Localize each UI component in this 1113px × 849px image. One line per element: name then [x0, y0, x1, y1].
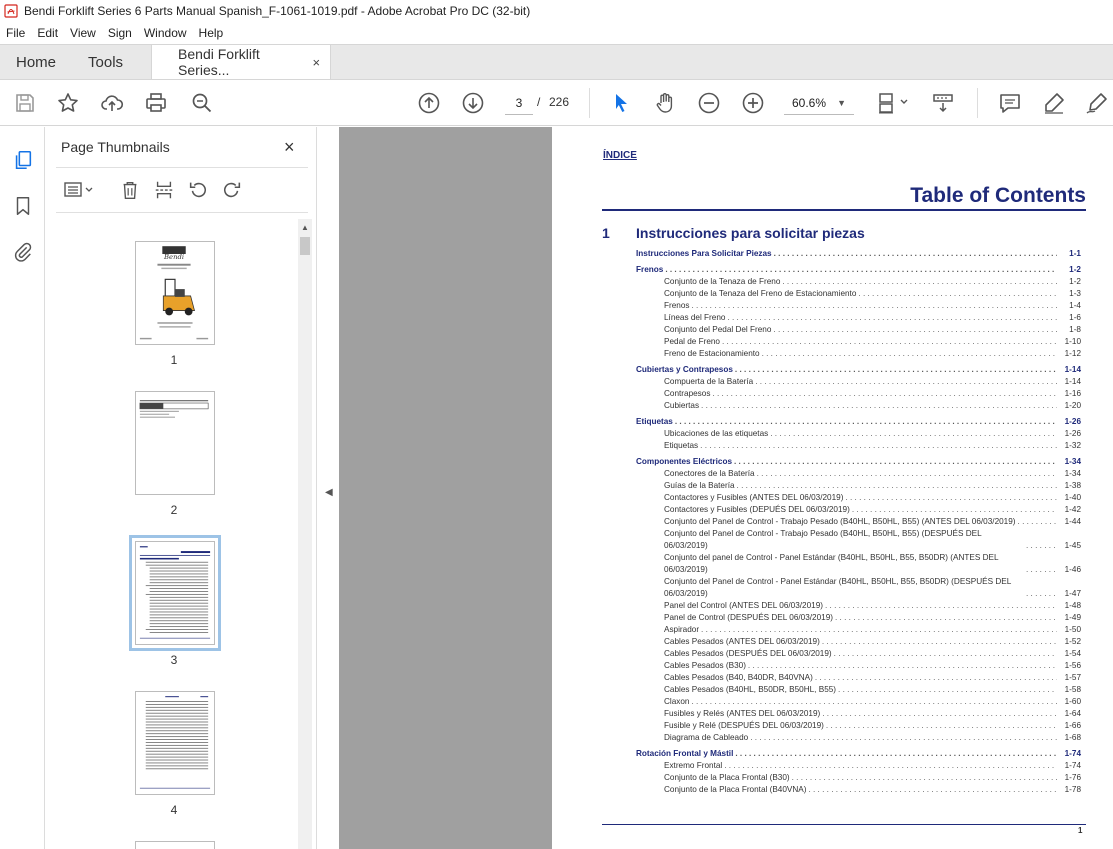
zoom-level-select[interactable]	[784, 91, 854, 115]
toc-leader-dots	[724, 760, 1057, 772]
toc-entry-page: 1-26	[1064, 417, 1081, 426]
toc-leader-dots	[835, 612, 1057, 624]
toc-entry[interactable]	[636, 300, 1081, 312]
fill-sign-icon[interactable]	[1084, 90, 1110, 116]
thumbnail-page-5[interactable]	[135, 841, 215, 849]
toc-leader-dots	[737, 480, 1057, 492]
toc-entry-page: 1-12	[1064, 349, 1081, 358]
toc-entry-label: Conjunto del Pedal Del Freno	[664, 325, 772, 334]
toc-entry-page: 1-20	[1064, 401, 1081, 410]
toc-entry-page: 1-76	[1064, 773, 1081, 782]
toc-leader-dots	[822, 636, 1057, 648]
attachments-paperclip-icon[interactable]	[10, 239, 36, 265]
toc-entry[interactable]	[636, 348, 1081, 360]
upload-cloud-icon[interactable]	[99, 90, 125, 116]
toc-entry-label: Cables Pesados (ANTES DEL 06/03/2019)	[664, 637, 820, 646]
toc-leader-dots	[838, 684, 1057, 696]
toc-leader-dots	[1026, 588, 1057, 600]
toc-entry-label: Conjunto del Panel de Control - Trabajo Pesado (B40HL, B50HL, B55) (ANTES DEL 06/03/2019)	[664, 517, 1016, 526]
toc-entry-label: Fusibles y Relés (ANTES DEL 06/03/2019)	[664, 709, 821, 718]
rotate-right-icon[interactable]	[220, 178, 244, 202]
toc-entry-page: 1-78	[1064, 785, 1081, 794]
toc-entry-label: Conjunto del Panel de Control - Trabajo Pesado (B40HL, B50HL, B55) (DESPUÉS DEL 06/03/2019)	[664, 529, 982, 550]
toc-group-entry[interactable]	[636, 456, 1081, 468]
index-link[interactable]: ÍNDICE	[603, 150, 637, 161]
thumbnail-page-3[interactable]	[135, 541, 215, 645]
toolbar-divider	[589, 88, 590, 118]
toc-entry-page: 1-57	[1064, 673, 1081, 682]
close-icon[interactable]: ×	[284, 137, 295, 157]
toc-entry-page: 1-60	[1064, 697, 1081, 706]
toc-leader-dots	[770, 428, 1057, 440]
toc-leader-dots	[691, 300, 1057, 312]
thumbnail-number-1: 1	[170, 353, 178, 367]
toc-leader-dots	[665, 264, 1057, 276]
hand-tool-icon[interactable]	[652, 90, 678, 116]
toc-entry-page: 1-74	[1064, 749, 1081, 758]
zoom-out-icon[interactable]	[696, 90, 722, 116]
toc-entry-page: 1-66	[1064, 721, 1081, 730]
toc-entry-label: Cables Pesados (B40, B40DR, B40VNA)	[664, 673, 813, 682]
toc-entry-label: Claxon	[664, 697, 690, 706]
toc-list	[636, 248, 1081, 796]
toc-leader-dots	[774, 248, 1057, 260]
toc-entry-label: Conjunto de la Tenaza de Freno	[664, 277, 781, 286]
toc-entry-page: 1-34	[1064, 469, 1081, 478]
toc-leader-dots	[700, 440, 1057, 452]
toc-entry[interactable]	[636, 516, 1081, 528]
window-titlebar	[0, 0, 1113, 22]
zoom-in-icon[interactable]	[740, 90, 766, 116]
cover-forklift-image	[136, 242, 214, 344]
toc-entry[interactable]	[636, 600, 1081, 612]
toc-entry-label: Contactores y Fusibles (DEPUÉS DEL 06/03/2019)	[664, 505, 850, 514]
toc-entry-page: 1-50	[1064, 625, 1081, 634]
section-title: Instrucciones para solicitar piezas	[636, 225, 865, 241]
toc-group-entry[interactable]	[636, 416, 1081, 428]
toc-leader-dots	[782, 276, 1057, 288]
toc-leader-dots	[735, 364, 1057, 376]
page-total: 226	[549, 95, 570, 109]
toc-entry[interactable]	[636, 696, 1081, 708]
toc-entry[interactable]	[636, 612, 1081, 624]
toc-entry-label: Conjunto del panel de Control - Panel Estándar (B40HL, B50HL, B55, B50DR) (ANTES DEL 06/03/2019)	[664, 553, 999, 574]
toc-leader-dots	[748, 660, 1057, 672]
toc-entry-label: Contrapesos	[664, 389, 711, 398]
previous-page-icon[interactable]	[416, 90, 442, 116]
toc-entry-page: 1-42	[1064, 505, 1081, 514]
toc-entry-label: Conjunto del Panel de Control - Panel Estándar (B40HL, B50HL, B55, B50DR) (DESPUÉS DEL 06/03/2019)	[664, 577, 1011, 598]
toc-entry[interactable]	[636, 624, 1081, 636]
toc-entry-page: 1-47	[1064, 589, 1081, 598]
toc-entry-page: 1-16	[1064, 389, 1081, 398]
toc-entry-label: Conjunto de la Placa Frontal (B30)	[664, 773, 790, 782]
menu-bar	[0, 22, 1113, 44]
comment-icon[interactable]	[997, 90, 1023, 116]
toc-entry-page: 1-64	[1064, 709, 1081, 718]
toc-entry-label: Ubicaciones de las etiquetas	[664, 429, 769, 438]
page-display-icon[interactable]	[876, 90, 912, 116]
thumbnail-number-3: 3	[170, 653, 178, 667]
toc-leader-dots	[757, 468, 1057, 480]
tab-bar	[0, 44, 1113, 80]
toc-entry-label: Líneas del Freno	[664, 313, 726, 322]
toc-entry-page: 1-14	[1064, 365, 1081, 374]
toc-leader-dots	[792, 772, 1057, 784]
toc-leader-dots	[675, 416, 1057, 428]
toc-entry-label: Fusible y Relé (DESPUÉS DEL 06/03/2019)	[664, 721, 824, 730]
tab-home[interactable]: Home	[16, 53, 57, 71]
toc-entry[interactable]	[636, 636, 1081, 648]
toc-entry-label: Cables Pesados (B30)	[664, 661, 746, 670]
thumbnail-number-4: 4	[170, 803, 178, 817]
toc-entry-label: Conectores de la Batería	[664, 469, 755, 478]
panel-collapse-bar[interactable]	[316, 127, 339, 849]
toc-group-entry[interactable]	[636, 364, 1081, 376]
toc-entry[interactable]	[636, 504, 1081, 516]
toc-entry[interactable]	[636, 528, 1081, 552]
toc-entry[interactable]	[636, 492, 1081, 504]
thumbnail-toolbar	[56, 167, 308, 213]
svg-text:Bendi: Bendi	[164, 252, 185, 261]
toc-entry-label: Contactores y Fusibles (ANTES DEL 06/03/2019)	[664, 493, 844, 502]
next-page-icon[interactable]	[460, 90, 486, 116]
scroll-mode-icon[interactable]	[930, 90, 956, 116]
toc-entry-page: 1-8	[1069, 325, 1081, 334]
toc-group-entry[interactable]	[636, 264, 1081, 276]
thumbnail-page-4[interactable]	[135, 691, 215, 795]
toc-entry[interactable]	[636, 468, 1081, 480]
toc-entry[interactable]	[636, 784, 1081, 796]
footer-page-number: 1	[1078, 826, 1083, 835]
toc-entry-page: 1-14	[1064, 377, 1081, 386]
tab-document[interactable]	[151, 45, 331, 79]
thumbnail-scrollbar[interactable]	[298, 219, 312, 849]
page-title: Table of Contents	[910, 184, 1086, 207]
toc-entry-label: Cables Pesados (B40HL, B50DR, B50HL, B55)	[664, 685, 837, 694]
toc-entry-label: Cables Pesados (DESPUÉS DEL 06/03/2019)	[664, 649, 832, 658]
print-icon[interactable]	[143, 90, 169, 116]
toc-entry-label: Aspirador	[664, 625, 700, 634]
menu-sign[interactable]: Sign	[107, 26, 132, 40]
toc-entry[interactable]	[636, 312, 1081, 324]
toc-group-entry[interactable]	[636, 748, 1081, 760]
toc-entry-page: 1-58	[1064, 685, 1081, 694]
toc-entry[interactable]	[636, 376, 1081, 388]
page-thumbnails-panel	[46, 127, 316, 849]
toc-leader-dots	[773, 324, 1057, 336]
toc-entry[interactable]	[636, 772, 1081, 784]
footer-rule	[602, 824, 1086, 825]
scroll-up-icon[interactable]: ▲	[301, 223, 309, 232]
tab-close-icon[interactable]: ×	[312, 54, 321, 70]
toc-leader-dots	[825, 600, 1057, 612]
page-separator: /	[537, 95, 541, 109]
toc-entry-page: 1-32	[1064, 441, 1081, 450]
toc-entry[interactable]	[636, 428, 1081, 440]
toc-entry[interactable]	[636, 552, 1081, 576]
toc-entry[interactable]	[636, 672, 1081, 684]
toc-entry[interactable]	[636, 708, 1081, 720]
toc-entry-label: Diagrama de Cableado	[664, 733, 749, 742]
toc-entry-page: 1-34	[1064, 457, 1081, 466]
window-title: Bendi Forklift Series 6 Parts Manual Spanish_F-1061-1019.pdf - Adobe Acrobat Pro DC (32-bit)	[24, 4, 531, 18]
toc-entry[interactable]	[636, 336, 1081, 348]
toc-entry-page: 1-45	[1064, 541, 1081, 550]
toc-entry-label: Conjunto de la Tenaza del Freno de Estacionamiento	[664, 289, 857, 298]
thumbnail-number-2: 2	[170, 503, 178, 517]
toc-entry-page: 1-2	[1069, 277, 1081, 286]
zoom-level-value: 60.6%	[792, 95, 827, 110]
toc-entry-label: Pedal de Freno	[664, 337, 720, 346]
toc-entry[interactable]	[636, 276, 1081, 288]
toc-leader-dots	[701, 624, 1057, 636]
toc-entry-label: Frenos	[664, 301, 690, 310]
toc-entry-label: Componentes Eléctricos	[636, 457, 732, 466]
menu-view[interactable]: View	[70, 26, 96, 40]
toc-leader-dots	[727, 312, 1057, 324]
toc-entry-page: 1-49	[1064, 613, 1081, 622]
thumbnail-page-1[interactable]	[135, 241, 215, 345]
toc-entry-label: Guías de la Batería	[664, 481, 735, 490]
toc-leader-dots	[712, 388, 1057, 400]
page-thumbnails-icon[interactable]	[10, 147, 36, 173]
toc-entry[interactable]	[636, 288, 1081, 300]
toc-entry[interactable]	[636, 684, 1081, 696]
toc-leader-dots	[1026, 564, 1057, 576]
menu-help[interactable]: Help	[198, 26, 224, 40]
toc-entry-page: 1-26	[1064, 429, 1081, 438]
toc-entry[interactable]	[636, 324, 1081, 336]
toc-entry-label: Conjunto de la Placa Frontal (B40VNA)	[664, 785, 807, 794]
toc-entry-label: Instrucciones Para Solicitar Piezas	[636, 249, 772, 258]
toc-entry-page: 1-2	[1069, 265, 1081, 274]
save-icon[interactable]	[12, 90, 38, 116]
toc-entry-page: 1-6	[1069, 313, 1081, 322]
toc-entry[interactable]	[636, 480, 1081, 492]
toc-leader-dots	[722, 336, 1057, 348]
toc-leader-dots	[1026, 540, 1057, 552]
toc-leader-dots	[826, 720, 1057, 732]
toc-leader-dots	[815, 672, 1057, 684]
page-number-input[interactable]: 3	[505, 91, 533, 115]
toc-leader-dots	[858, 288, 1057, 300]
toc-leader-dots	[692, 696, 1058, 708]
toc-entry-label: Etiquetas	[636, 417, 673, 426]
page-preview	[136, 692, 214, 794]
document-canvas-background	[339, 127, 552, 849]
menu-file[interactable]: File	[6, 26, 26, 40]
scrollbar-thumb[interactable]	[300, 237, 310, 255]
toc-entry[interactable]	[636, 440, 1081, 452]
rotate-left-icon[interactable]	[186, 178, 210, 202]
toc-leader-dots	[755, 376, 1057, 388]
menu-window[interactable]: Window	[143, 26, 187, 40]
toc-leader-dots	[750, 732, 1057, 744]
toc-entry-label: Extremo Frontal	[664, 761, 723, 770]
chevron-down-icon: ▼	[837, 97, 846, 108]
toolbar-divider	[977, 88, 978, 118]
toc-entry[interactable]	[636, 760, 1081, 772]
panel-title: Page Thumbnails	[61, 139, 170, 155]
menu-edit[interactable]: Edit	[37, 26, 59, 40]
toc-leader-dots	[701, 400, 1057, 412]
navigation-rail	[0, 127, 45, 849]
toc-entry-label: Freno de Estacionamiento	[664, 349, 760, 358]
toc-entry-label: Etiquetas	[664, 441, 699, 450]
toc-entry-label: Panel del Control (ANTES DEL 06/03/2019)	[664, 601, 823, 610]
toc-entry-page: 1-4	[1069, 301, 1081, 310]
toc-entry-page: 1-56	[1064, 661, 1081, 670]
toc-entry-page: 1-52	[1064, 637, 1081, 646]
section-number: 1	[602, 225, 610, 241]
page-preview	[136, 542, 214, 644]
toc-entry-label: Compuerta de la Batería	[664, 377, 754, 386]
toc-leader-dots	[822, 708, 1057, 720]
toc-entry-page: 1-46	[1064, 565, 1081, 574]
toc-entry-page: 1-44	[1064, 517, 1081, 526]
bookmark-star-icon[interactable]	[55, 90, 81, 116]
highlight-pen-icon[interactable]	[1041, 90, 1067, 116]
thumbnail-list	[46, 215, 298, 849]
toc-leader-dots	[845, 492, 1057, 504]
thumbnail-page-2[interactable]	[135, 391, 215, 495]
toc-entry-label: Cubiertas	[664, 401, 700, 410]
toc-group-entry[interactable]	[636, 248, 1081, 260]
toc-entry[interactable]	[636, 388, 1081, 400]
bookmarks-icon[interactable]	[10, 193, 36, 219]
toc-entry-page: 1-1	[1069, 249, 1081, 258]
toc-entry-page: 1-40	[1064, 493, 1081, 502]
toc-entry[interactable]	[636, 576, 1081, 600]
toc-entry-page: 1-38	[1064, 481, 1081, 490]
extract-pages-icon[interactable]	[152, 178, 176, 202]
toc-entry-page: 1-54	[1064, 649, 1081, 658]
title-rule	[602, 209, 1086, 211]
toc-entry[interactable]	[636, 660, 1081, 672]
toc-leader-dots	[852, 504, 1057, 516]
find-zoom-icon[interactable]	[189, 90, 215, 116]
toc-entry-page: 1-48	[1064, 601, 1081, 610]
toc-leader-dots	[762, 348, 1057, 360]
pdf-page	[552, 127, 1113, 849]
main-toolbar	[0, 80, 1113, 126]
toc-entry-page: 1-10	[1064, 337, 1081, 346]
toc-entry-label: Panel de Control (DESPUÉS DEL 06/03/2019)	[664, 613, 833, 622]
acrobat-pdf-icon	[4, 4, 18, 18]
toc-entry-label: Frenos	[636, 265, 664, 274]
toc-leader-dots	[808, 784, 1057, 796]
toc-leader-dots	[734, 456, 1057, 468]
tab-tools[interactable]: Tools	[88, 53, 124, 71]
options-menu-icon[interactable]	[62, 178, 96, 202]
toc-leader-dots	[834, 648, 1057, 660]
collapse-left-icon[interactable]: ◀	[325, 487, 333, 498]
delete-trash-icon[interactable]	[118, 178, 142, 202]
toc-entry[interactable]	[636, 732, 1081, 744]
tab-document-label: Bendi Forklift Series...	[178, 46, 260, 78]
select-cursor-icon[interactable]	[608, 90, 634, 116]
toc-entry-page: 1-74	[1064, 761, 1081, 770]
toc-entry[interactable]	[636, 648, 1081, 660]
toc-leader-dots	[735, 748, 1057, 760]
page-preview	[136, 392, 214, 494]
toc-entry[interactable]	[636, 400, 1081, 412]
toc-entry-page: 1-68	[1064, 733, 1081, 742]
toc-leader-dots	[1018, 516, 1057, 528]
toc-entry-page: 1-3	[1069, 289, 1081, 298]
toc-entry-label: Cubiertas y Contrapesos	[636, 365, 733, 374]
toc-entry[interactable]	[636, 720, 1081, 732]
toc-entry-label: Rotación Frontal y Mástil	[636, 749, 734, 758]
